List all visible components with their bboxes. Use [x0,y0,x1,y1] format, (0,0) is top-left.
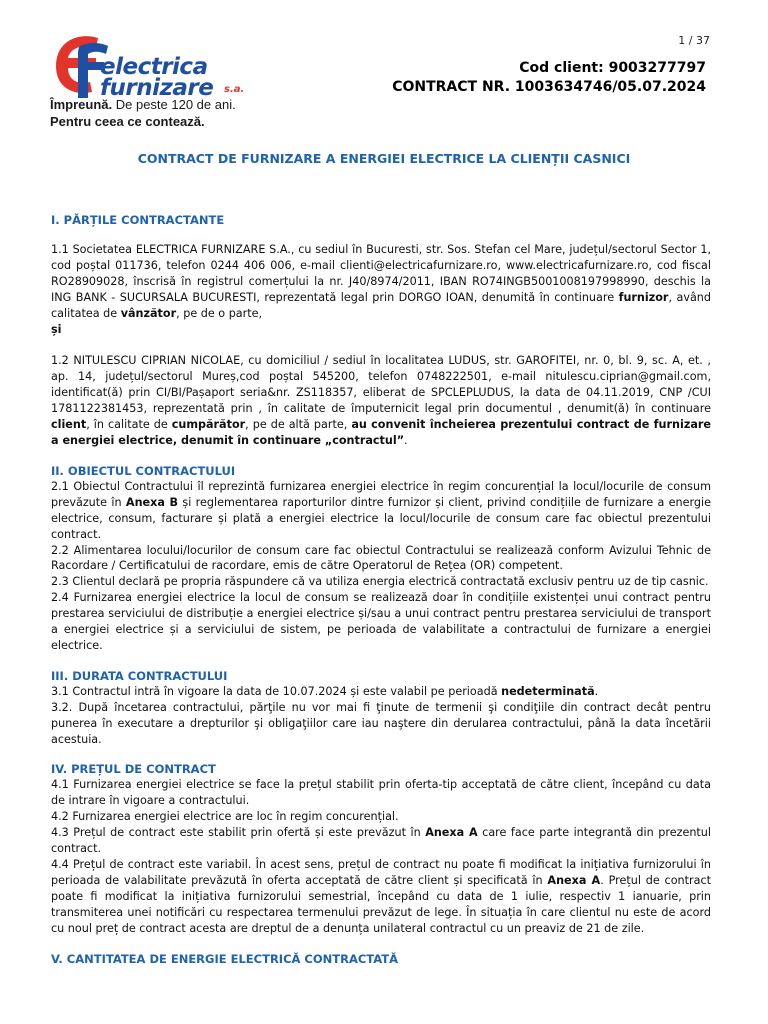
brand-tagline [50,96,236,130]
tagline-rest: De peste 120 de ani. [112,97,236,112]
section-heading-1: I. PĂRȚILE CONTRACTANTE [51,213,225,227]
clause-4-4: 4.4 Prețul de contract este variabil. În acest sens, prețul de contract nu poate fi modificat la inițiativa furnizorului în perioada de valabilitate prevăzută în oferta acceptată de către client și specificată în Anexa A. Prețul de contract poate fi modificat la inițiativa furnizorului semestrial, începând cu data de 1 iulie, respectiv 1 ianuarie, prin transmiterea unei notificări cu respectarea termenului prevăzut de lege. În situația în care clientul nu este de acord cu noul preț de contract acesta are dreptul de a denunța unilateral contractul cu un preaviz de 21 de zile. [51,858,712,935]
page-number: 1 / 37 [678,34,710,47]
clause-3-1: 3.1 Contractul intră în vigoare la data de 10.07.2024 și este valabil pe perioadă nedeterminată. [51,684,599,698]
logo-name-line2: furnizare [100,75,214,101]
clause-2-3: 2.3 Clientul declară pe propria răspundere că va utiliza energia electrică contractată exclusiv pentru uz de tip casnic. [51,575,709,589]
clause-2-2: 2.2 Alimentarea locului/locurilor de consum care fac obiectul Contractului se realizează conform Avizului Tehnic de Racordare / Certificatului de racordare, emis de către Operatorul de Rețea (OR) competent. [51,543,711,573]
clause-3-2: 3.2. După încetarea contractului, părţile nu vor mai fi ţinute de termenii şi condiţiile din contract decât pentru punerea în executare a drepturilor şi obligaţiilor care iau naştere din derularea contractului, până la data încetării acestuia. [51,700,711,746]
section-heading-3: III. DURATA CONTRACTULUI [51,668,228,683]
tagline-bold: Împreună. [50,97,113,112]
document-title: CONTRACT DE FURNIZARE A ENERGIEI ELECTRICE LA CLIENȚII CASNICI [137,151,631,166]
clause-1-2: 1.2 NITULESCU CIPRIAN NICOLAE, cu domiciliul / sediul în localitatea LUDUS, str. GAROFITEI, nr. 0, bl. 9, sc. A, et. , ap. 14, județul/sectorul Mureș,cod poștal 545200, telefon 0748222501, e-mail nitulescu.ciprian@gmail.com, identificat(ă) prin CI/BI/Pașaport seria&nr. ZS118357, eliberat de SPCLEPLUDUS, la data de 04.11.2019, CNP /CUI 1781122381453, reprezentată prin , în calitate de împuternicit legal prin documentul , denumit(ă) în continuare client, în calitate de cumpărător, pe de altă parte, au convenit încheierea prezentului contract de furnizare a energiei electrice, denumit în continuare „contractul”. [51,354,711,447]
contract-header [392,59,706,97]
and-conjunction: și [51,322,62,336]
section-heading-2: II. OBIECTUL CONTRACTULUI [51,463,236,478]
clause-1-1: 1.1 Societatea ELECTRICA FURNIZARE S.A., cu sediul în Bucuresti, str. Sos. Stefan cel Mare, județul/sectorul Sector 1, cod poștal 011736, telefon 0244 406 006, e-mail clienti@electricafurnizare.ro, www.electricafurnizare.ro, cod fiscal RO28909028, înscrisă în registrul comerțului la nr. J40/8974/2011, IBAN RO74INGB5001008197998990, deschis la ING BANK - SUCURSALA BUCURESTI, reprezentată legal prin DORGO IOAN, denumită în continuare furnizor, având calitatea de vânzător, pe de o parte, [51,243,711,320]
section-heading-4: IV. PREȚUL DE CONTRACT [51,762,216,777]
logo-suffix: s.a. [224,84,245,95]
clause-2-1: 2.1 Obiectul Contractului îl reprezintă furnizarea energiei electrice în regim concurențial la locul/locurile de consum prevăzute în Anexa B și reglementarea raporturilor dintre furnizor și client, privind condițiile de furnizare a energie electrice, consum, facturare și plată a energiei electrice la locul/locurile de consum care fac obiectul prezentului contract. [51,479,712,541]
section-heading-5: V. CANTITATEA DE ENERGIE ELECTRICĂ CONTRACTATĂ [51,951,398,966]
logo-name-line1: electrica [100,54,208,80]
clause-2-4: 2.4 Furnizarea energiei electrice la locul de consum se realizează doar în condițiile existenței unui contract pentru prestarea serviciului de distribuție a energiei electrice și/sau a unui contract pentru prestarea serviciului de transport a energiei electrice și a serviciului de sistem, pe perioada de valabilitate a contractului de furnizare a energiei electrice. [51,591,711,652]
clause-4-3: 4.3 Prețul de contract este stabilit prin ofertă și este prevăzut în Anexa A care face parte integrantă din prezentul contract. [51,826,712,856]
contract-number: CONTRACT NR. 1003634746/05.07.2024 [392,79,706,95]
client-code: Cod client: 9003277797 [519,60,706,76]
tagline-line2: Pentru ceea ce contează. [50,114,205,129]
contract-body [51,212,711,967]
clause-4-1: 4.1 Furnizarea energiei electrice se face la prețul stabilit prin oferta-tip acceptată de către client, începând cu data de intrare în vigoare a contractului. [51,778,711,808]
clause-4-2: 4.2 Furnizarea energiei electrice are loc în regim concurențial. [51,810,399,824]
